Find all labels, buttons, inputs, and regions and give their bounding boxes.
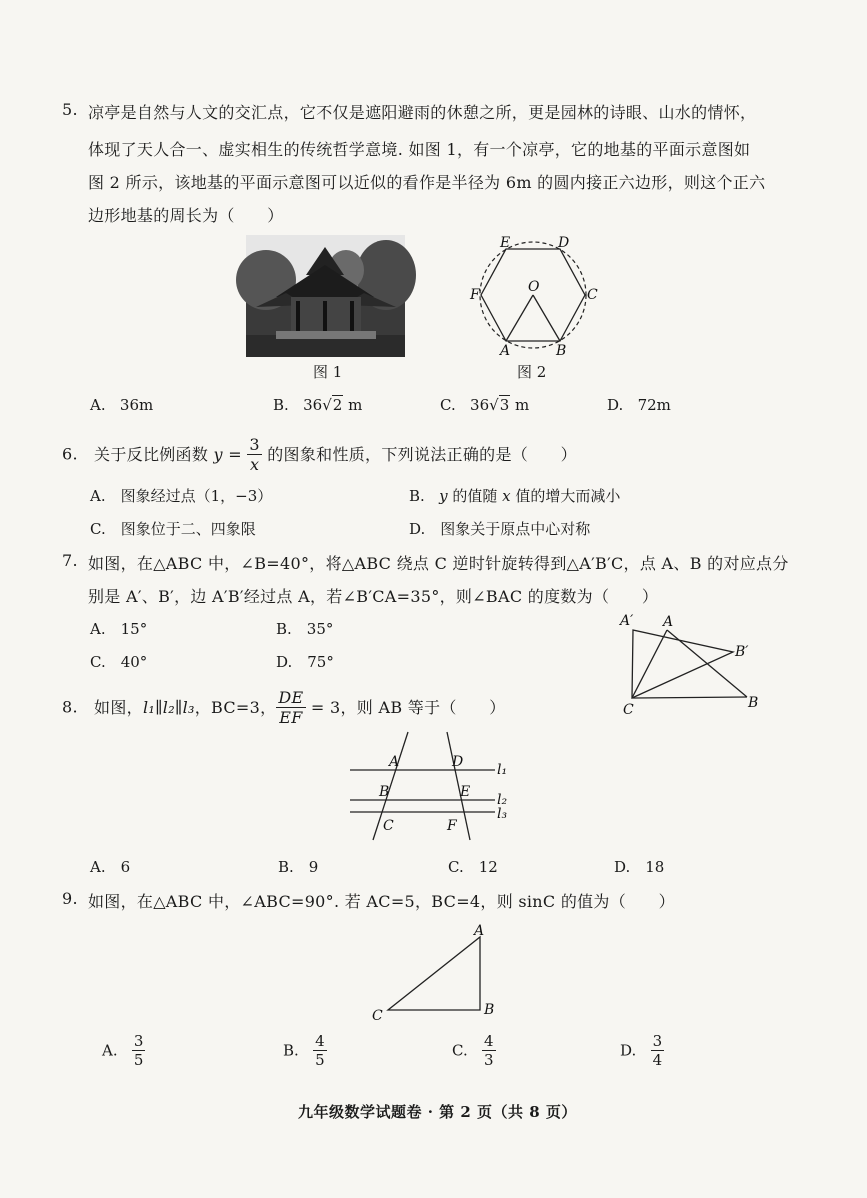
- q8-label-e: E: [460, 784, 471, 800]
- q8-option-d[interactable]: D. 18: [614, 858, 665, 876]
- q7-option-d[interactable]: D. 75°: [276, 653, 334, 671]
- q7-triangle-figure: [615, 610, 765, 720]
- q8-option-b[interactable]: B. 9: [278, 858, 319, 876]
- q5-number: 5.: [62, 100, 78, 119]
- q9-option-b-fraction: [313, 1034, 327, 1068]
- q6-frac-num: 3: [249, 435, 260, 454]
- q9-number: 9.: [62, 889, 78, 908]
- q5-option-c-label: C.: [440, 396, 456, 414]
- q8-label-f: F: [447, 818, 457, 834]
- q5-option-b-label: B.: [273, 396, 289, 414]
- q7-line2: 别是 A′、B′，边 A′B′经过点 A，若∠B′CA=35°，则∠BAC 的度数为（ ）: [88, 587, 659, 606]
- q5-option-c[interactable]: C. 36√3 m: [440, 396, 530, 414]
- q8-label-b: B: [379, 784, 390, 800]
- q5-option-d[interactable]: [607, 396, 671, 414]
- q7-option-a[interactable]: A. 15°: [90, 620, 148, 638]
- q5-option-b-radicand: 2: [332, 396, 343, 414]
- q6-number: 6.: [62, 444, 78, 464]
- q9-option-c-label: C.: [452, 1041, 468, 1060]
- q9-label-a: A: [474, 923, 485, 939]
- q9-option-a[interactable]: [102, 1034, 145, 1068]
- q7-number: 7.: [62, 551, 78, 570]
- q5-option-b[interactable]: B. 36√2 m: [273, 396, 363, 414]
- q7-label-a: A: [663, 614, 674, 630]
- q5-option-b-pre: 36: [303, 396, 323, 414]
- q6-option-b[interactable]: [409, 485, 620, 506]
- q5-option-d-label: D.: [607, 396, 624, 414]
- q8-stem: [62, 690, 506, 726]
- q9-option-c-den: 3: [484, 1051, 494, 1069]
- q6-option-b-x: x: [502, 487, 511, 505]
- q9-option-d-label: D.: [620, 1041, 637, 1060]
- hex-label-a: A: [500, 343, 511, 359]
- q7-line1: 如图，在△ABC 中，∠B=40°，将△ABC 绕点 C 逆时针旋转得到△A′B′C，点 A、B 的对应点分: [88, 554, 789, 573]
- pavilion-photo: [246, 235, 405, 357]
- q5-option-c-unit: m: [510, 396, 530, 414]
- q5-option-a-text: 36m: [119, 396, 154, 414]
- q9-option-b[interactable]: [283, 1034, 327, 1068]
- q6-func-y: y: [213, 445, 223, 464]
- q5-option-c-radicand: 3: [499, 396, 510, 414]
- q8-parallel-figure: [345, 730, 530, 845]
- q8-label-l2: l₂: [497, 792, 508, 808]
- q8-post: = 3，则 AB 等于（ ）: [305, 698, 506, 717]
- q9-label-c: C: [372, 1008, 383, 1024]
- q8-mid: ，BC=3，: [194, 698, 277, 717]
- q9-option-d-num: 3: [652, 1032, 663, 1050]
- fig1-caption: 图 1: [313, 363, 343, 381]
- hex-label-d: D: [558, 235, 570, 251]
- q9-option-b-num: 4: [315, 1032, 325, 1050]
- q7-label-b-prime: B′: [735, 644, 749, 660]
- q6-fraction: [247, 437, 261, 473]
- q8-label-a: A: [389, 754, 400, 770]
- q8-fraction: [276, 690, 305, 726]
- q9-option-b-label: B.: [283, 1041, 299, 1060]
- q9-option-c[interactable]: [452, 1034, 496, 1068]
- q5-line4: 边形地基的周长为（ ）: [88, 206, 284, 225]
- q6-eq: =: [222, 445, 248, 464]
- hex-label-b: B: [556, 343, 567, 359]
- q9-option-c-fraction: [482, 1034, 496, 1068]
- q9-label-b: B: [484, 1002, 495, 1018]
- q8-parallel-lines: l₁∥l₂∥l₃: [142, 698, 195, 717]
- q7-label-b: B: [748, 695, 759, 711]
- q8-label-l1: l₁: [497, 762, 508, 778]
- q7-option-c[interactable]: C. 40°: [90, 653, 148, 671]
- q8-label-d: D: [452, 754, 464, 770]
- q5-line3: 图 2 所示，该地基的平面示意图可以近似的看作是半径为 6m 的圆内接正六边形，则这个正六: [88, 173, 766, 192]
- q6-option-b-label: B.: [409, 487, 425, 505]
- hex-label-c: C: [587, 287, 598, 303]
- q9-option-a-fraction: [132, 1034, 146, 1068]
- q9-right-triangle-figure: [368, 922, 498, 1027]
- q9-option-d[interactable]: [620, 1034, 664, 1068]
- q6-post: 的图象和性质，下列说法正确的是（ ）: [267, 445, 577, 464]
- q6-frac-den: x: [249, 455, 260, 474]
- q9-option-b-den: 5: [315, 1051, 325, 1069]
- q6-option-a[interactable]: A. 图象经过点（1，−3）: [90, 487, 273, 505]
- hexagon-figure: [470, 235, 600, 360]
- q9-option-c-num: 4: [484, 1032, 494, 1050]
- q8-frac-num: DE: [278, 688, 304, 707]
- q6-option-d[interactable]: D. 图象关于原点中心对称: [409, 520, 591, 538]
- q8-option-c[interactable]: C. 12: [448, 858, 498, 876]
- q7-label-c: C: [623, 702, 634, 718]
- q6-option-b-y: y: [439, 487, 448, 505]
- q9-option-d-fraction: [651, 1034, 665, 1068]
- hex-label-o: O: [528, 279, 540, 295]
- q5-option-c-pre: 36: [470, 396, 490, 414]
- q5-option-a[interactable]: [90, 396, 153, 414]
- q6-option-b-mid: 的值随: [447, 487, 503, 505]
- q6-pre: 关于反比例函数: [94, 445, 209, 464]
- q8-label-c: C: [383, 818, 394, 834]
- q5-option-a-label: A.: [90, 396, 106, 414]
- q6-stem: [62, 437, 577, 473]
- q5-option-d-text: 72m: [637, 396, 671, 414]
- q8-number: 8.: [62, 697, 78, 717]
- fig2-caption: 图 2: [517, 363, 547, 381]
- hex-label-f: F: [470, 287, 480, 303]
- q5-option-b-unit: m: [343, 396, 363, 414]
- hex-label-e: E: [500, 235, 511, 251]
- q7-option-b[interactable]: B. 35°: [276, 620, 334, 638]
- q8-pre: 如图，: [94, 698, 143, 717]
- q6-option-b-post: 值的增大而减小: [510, 487, 621, 505]
- q5-line1: 凉亭是自然与人文的交汇点，它不仅是遮阳避雨的休憩之所，更是园林的诗眼、山水的情怀，: [88, 103, 757, 122]
- q9-option-d-den: 4: [652, 1051, 663, 1069]
- q8-frac-den: EF: [279, 708, 303, 727]
- q9-option-a-den: 5: [133, 1051, 144, 1069]
- q8-option-a[interactable]: A. 6: [90, 858, 131, 876]
- q6-option-c[interactable]: C. 图象位于二、四象限: [90, 520, 256, 538]
- q5-line2: 体现了天人合一、虚实相生的传统哲学意境. 如图 1，有一个凉亭，它的地基的平面示意图如: [88, 140, 751, 159]
- page-footer: 九年级数学试题卷 · 第 2 页（共 8 页）: [298, 1103, 577, 1121]
- q9-line1: 如图，在△ABC 中，∠ABC=90°. 若 AC=5，BC=4，则 sinC 的值为（ ）: [88, 892, 675, 911]
- q8-label-l3: l₃: [497, 806, 508, 822]
- q9-option-a-label: A.: [102, 1041, 118, 1060]
- q7-label-a-prime: A′: [620, 613, 634, 629]
- q9-option-a-num: 3: [133, 1032, 144, 1050]
